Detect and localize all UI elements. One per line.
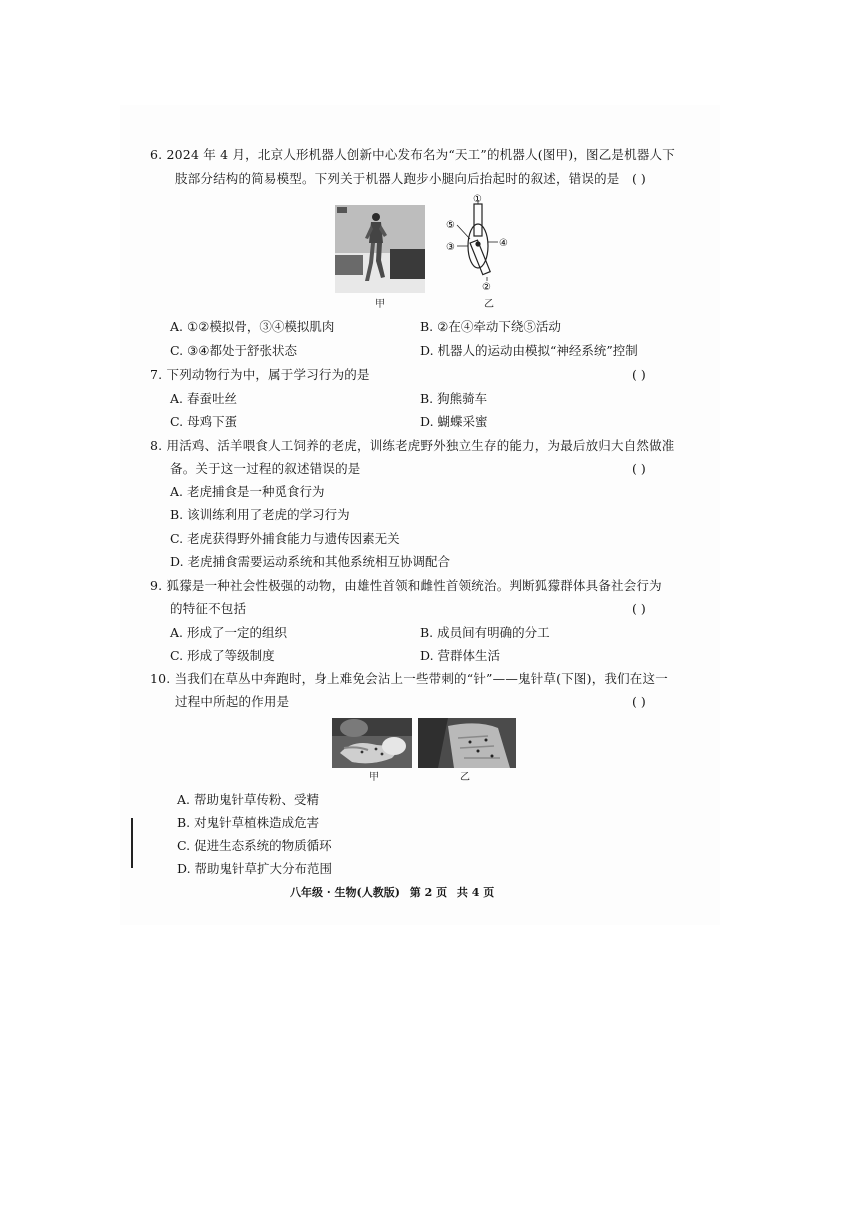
footer-page-number: 第 2 页 bbox=[409, 886, 448, 899]
q9-answer-blank: ( ) bbox=[632, 601, 646, 616]
footer-subject: 八年级 · 生物(人教版) bbox=[290, 886, 400, 899]
q7-option-a[interactable]: A. 春蚕吐丝 bbox=[170, 391, 237, 406]
q9-option-d[interactable]: D. 营群体生活 bbox=[420, 648, 501, 663]
burr-photo bbox=[418, 718, 516, 768]
joint-dot bbox=[475, 241, 480, 246]
upper-bone-shape bbox=[474, 204, 482, 236]
q8-stem-line1: 8. 用活鸡、活羊喂食人工饲养的老虎，训练老虎野外独立生存的能力，为最后放归大自然做准 bbox=[150, 438, 675, 453]
q7-option-d[interactable]: D. 蝴蝶采蜜 bbox=[420, 414, 488, 429]
q7-option-b[interactable]: B. 狗熊骑车 bbox=[420, 391, 488, 406]
q7-option-c[interactable]: C. 母鸡下蛋 bbox=[170, 414, 238, 429]
label-5: ⑤ bbox=[446, 220, 455, 231]
q9-stem-line1: 9. 狐獴是一种社会性极强的动物，由雄性首领和雌性首领统治。判断狐獴群体具备社会行为 bbox=[150, 578, 662, 593]
hand-photo-image bbox=[332, 718, 412, 768]
q7-answer-blank: ( ) bbox=[632, 367, 646, 382]
page-footer bbox=[290, 884, 500, 900]
q6-option-b[interactable]: B. ②在④牵动下绕⑤活动 bbox=[420, 319, 561, 334]
q10-option-a[interactable]: A. 帮助鬼针草传粉、受精 bbox=[177, 792, 319, 807]
label-3: ③ bbox=[446, 242, 455, 253]
q8-option-b[interactable]: B. 该训练利用了老虎的学习行为 bbox=[170, 507, 350, 522]
q6-option-d[interactable]: D. 机器人的运动由模拟“神经系统”控制 bbox=[420, 343, 638, 358]
q10-option-b[interactable]: B. 对鬼针草植株造成危害 bbox=[177, 815, 320, 830]
q8-stem-line2: 备。关于这一过程的叙述错误的是 bbox=[170, 461, 361, 476]
binding-margin-mark bbox=[131, 818, 133, 868]
q9-stem-line2: 的特征不包括 bbox=[170, 601, 247, 616]
q6-figure-caption-b: 乙 bbox=[484, 299, 494, 310]
q10-figure-caption-b: 乙 bbox=[460, 772, 470, 783]
q10-option-c[interactable]: C. 促进生态系统的物质循环 bbox=[177, 838, 332, 853]
q7-stem: 7. 下列动物行为中，属于学习行为的是 bbox=[150, 367, 370, 382]
q6-option-c[interactable]: C. ③④都处于舒张状态 bbox=[170, 343, 297, 358]
q10-stem-line2: 过程中所起的作用是 bbox=[175, 694, 290, 709]
q10-figure-caption-a: 甲 bbox=[369, 772, 379, 783]
robot-photo bbox=[335, 205, 425, 293]
q8-option-c[interactable]: C. 老虎获得野外捕食能力与遗传因素无关 bbox=[170, 531, 400, 546]
q10-answer-blank: ( ) bbox=[632, 694, 646, 709]
q6-option-a[interactable]: A. ①②模拟骨，③④模拟肌肉 bbox=[170, 319, 335, 334]
q6-stem-line1: 6. 2024 年 4 月，北京人形机器人创新中心发布名为“天工”的机器人(图甲)，图乙是机器人下 bbox=[150, 147, 675, 162]
q10-stem-line1: 10. 当我们在草丛中奔跑时，身上难免会沾上一些带刺的“针”——鬼针草(下图)，我们在这一 bbox=[150, 671, 668, 686]
leg-model-diagram bbox=[440, 192, 520, 297]
hand-photo bbox=[332, 718, 412, 768]
label-4: ④ bbox=[499, 238, 508, 249]
q8-option-a[interactable]: A. 老虎捕食是一种觅食行为 bbox=[170, 484, 325, 499]
q6-answer-blank: ( ) bbox=[632, 171, 646, 186]
footer-total-pages: 共 4 页 bbox=[456, 886, 495, 899]
q10-option-d[interactable]: D. 帮助鬼针草扩大分布范围 bbox=[177, 861, 333, 876]
robot-photo-image bbox=[335, 205, 425, 293]
q9-option-c[interactable]: C. 形成了等级制度 bbox=[170, 648, 275, 663]
q8-option-d[interactable]: D. 老虎捕食需要运动系统和其他系统相互协调配合 bbox=[170, 554, 451, 569]
q6-stem-line2: 肢部分结构的简易模型。下列关于机器人跑步小腿向后抬起时的叙述，错误的是 bbox=[175, 171, 620, 186]
label-2: ② bbox=[482, 282, 491, 293]
q9-option-b[interactable]: B. 成员间有明确的分工 bbox=[420, 625, 550, 640]
label-1: ① bbox=[473, 194, 482, 205]
q9-option-a[interactable]: A. 形成了一定的组织 bbox=[170, 625, 287, 640]
q6-figure-caption-a: 甲 bbox=[375, 299, 385, 310]
q8-answer-blank: ( ) bbox=[632, 461, 646, 476]
burr-photo-image bbox=[418, 718, 516, 768]
